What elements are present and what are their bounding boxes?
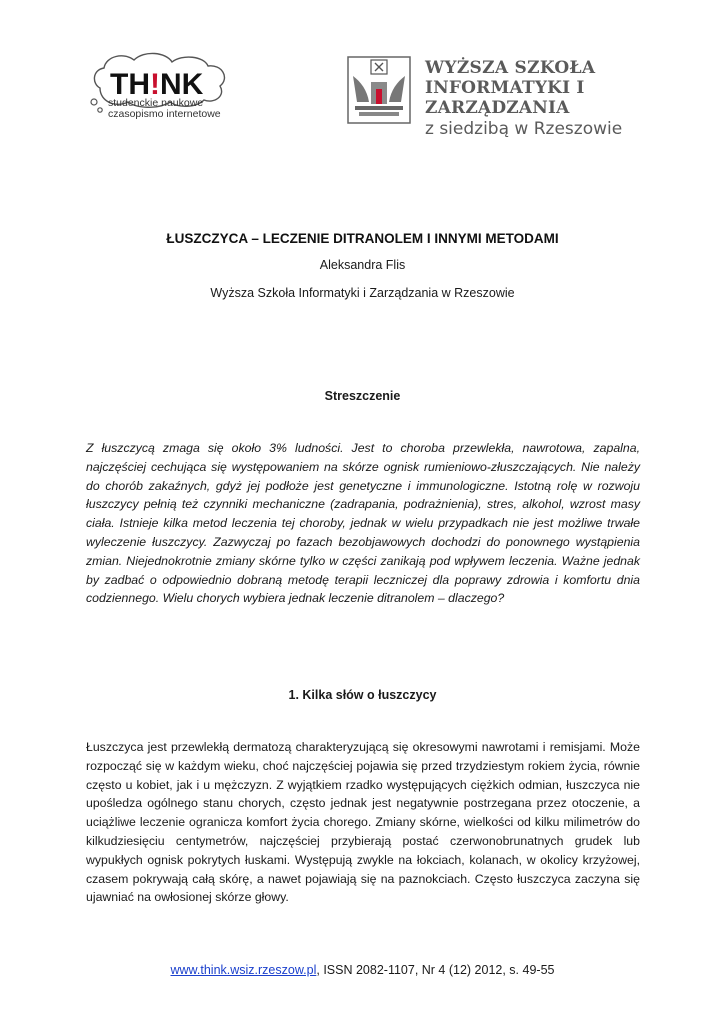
section-1-text: Łuszczyca jest przewlekłą dermatozą charakteryzującą się okresowymi nawrotami i remisjami. Może rozpocząć się w każdym wieku, choć najczęściej pojawia się przed trzydziestym rokiem życia, równie często u kobiet, jak i u mężczyzn. Z wyjątkiem rzadko występujących ciężkich odmian, łuszczyca nie upośledza ogólnego stanu chorych, często jednak jest negatywnie postrzegana przez otoczenie, a uciążliwe leczenie ogranicza komfort życia chorego. Zmiany skórne, wielkości od kilku milimetrów do kilkudziesięciu centymetrów, najczęściej przybierają postać czerwonobrunatnych grudek lub wypukłych ognisk pokrytych łuskami. Występują zwykle na łokciach, kolanach, w okolicy krzyżowej, czasem pokrywają całą skórę, a nawet pojawiają się na paznokciach. Często łuszczyca zaczyna się ujawniać na owłosionej skórze głowy.: [86, 740, 640, 905]
university-emblem-icon: [347, 56, 411, 124]
article-affiliation: Wyższa Szkoła Informatyki i Zarządzania w Rzeszowie: [210, 286, 515, 300]
think-logo-graphic: [86, 50, 251, 122]
page-footer: [0, 963, 725, 977]
think-tagline-2: czasopismo internetowe: [108, 108, 221, 120]
think-tagline-1: studenckie naukowe: [108, 97, 204, 109]
think-logo: [86, 50, 251, 122]
think-wordmark: TH!NK: [110, 68, 204, 101]
abstract-text: Z łuszczycą zmaga się około 3% ludności. Jest to choroba przewlekła, nawrotowa, zapalna, najczęściej cechująca się występowaniem na skórze ognisk rumieniowo-złuszczających. Nie należy do chorób zakaźnych, gdyż jej podłoże jest genetyczne i immunologiczne. Istotną rolę w rozwoju łuszczycy pełnią też czynniki mechaniczne (zadrapania, podrażnienia), stres, alkohol, wzrost masy ciała. Istnieje kilka metod leczenia tej choroby, jednak w wielu przypadkach nie jest możliwe trwałe wyleczenie łuszczycy. Zazwyczaj po fazach bezobjawowych dochodzi do ponownego wystąpienia zmian. Niejednokrotnie zmiany skórne tylko w części zanikają pod wpływem leczenia. Ważne jednak by zadbać o odpowiednio dobraną metodę terapii leczniczej dla poprawy zdrowia i komfortu dnia codziennego. Wielu chorych wybiera jednak leczenie ditranolem – dlaczego?: [86, 441, 640, 606]
wsiz-name: [425, 58, 682, 140]
wsiz-name-line-1: WYŻSZA SZKOŁA: [425, 58, 596, 78]
article-author: Aleksandra Flis: [319, 258, 406, 272]
wsiz-name-line-3: z siedzibą w Rzeszowie: [425, 119, 623, 139]
footer-citation: , ISSN 2082-1107, Nr 4 (12) 2012, s. 49-55: [316, 963, 555, 977]
abstract-heading: Streszczenie: [324, 389, 401, 403]
wsiz-name-line-2: INFORMATYKI I ZARZĄDZANIA: [425, 78, 585, 118]
wsiz-logo: [347, 56, 682, 139]
article-title: ŁUSZCZYCA – LECZENIE DITRANOLEM I INNYMI METODAMI: [166, 231, 559, 246]
journal-website-link[interactable]: www.think.wsiz.rzeszow.pl: [170, 963, 317, 977]
section-1-heading: 1. Kilka słów o łuszczycy: [288, 688, 437, 702]
